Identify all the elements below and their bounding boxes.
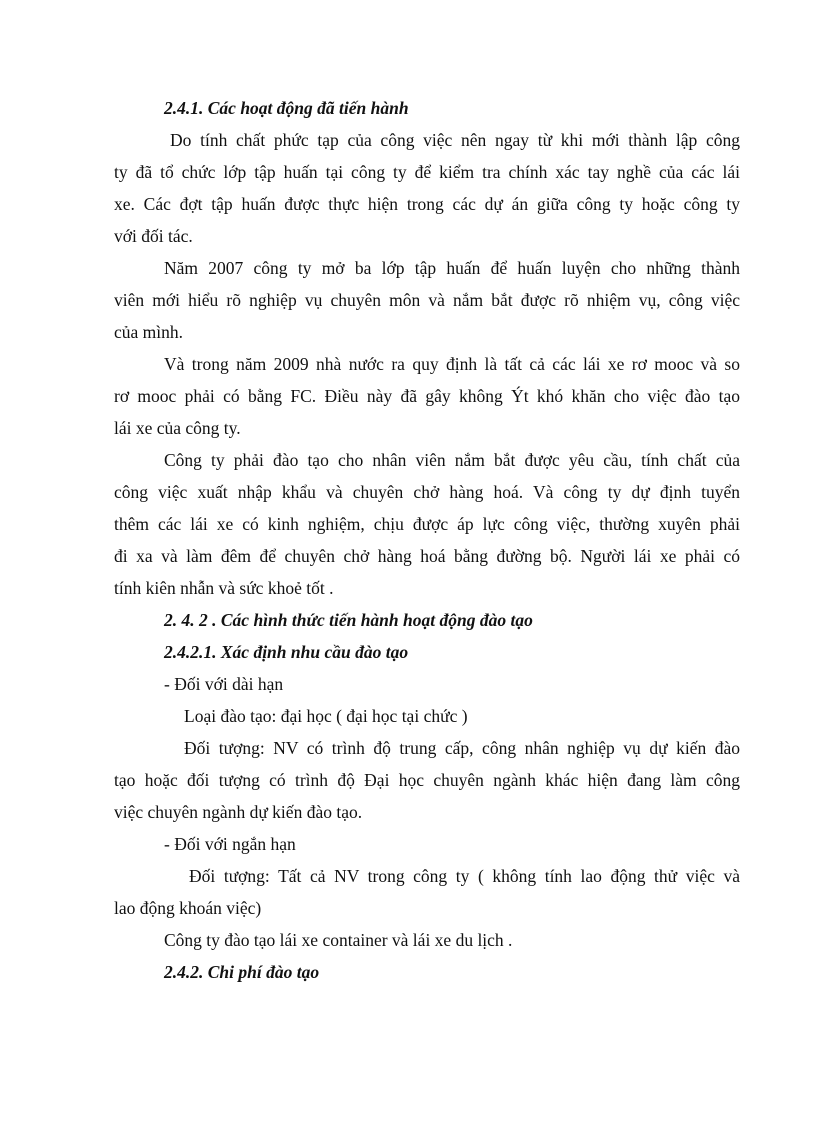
section-heading-2-4-1: 2.4.1. Các hoạt động đã tiến hành [164, 98, 409, 118]
bullet-long-term: - Đối với dài hạn [164, 674, 284, 694]
paragraph-line: ty đã tổ chức lớp tập huấn tại công ty để kiểm tra chính xác tay nghề của các lái [114, 162, 740, 182]
paragraph-line: tính kiên nhẫn và sức khoẻ tốt . [114, 578, 334, 598]
paragraph-line: Đối tượng: Tất cả NV trong công ty ( không tính lao động thử việc và [189, 866, 740, 886]
paragraph-line: Công ty đào tạo lái xe container và lái xe du lịch . [164, 930, 513, 950]
paragraph-line: Và trong năm 2009 nhà nước ra quy định là tất cả các lái xe rơ mooc và so [164, 354, 740, 374]
paragraph-line: Do tính chất phức tạp của công việc nên ngay từ khi mới thành lập công [170, 130, 740, 150]
training-type-line: Loại đào tạo: đại học ( đại học tại chức ) [184, 706, 468, 726]
paragraph-line: rơ mooc phải có bằng FC. Điều này đã gây không Ýt khó khăn cho việc đào tạo [114, 386, 740, 406]
paragraph-line: lái xe của công ty. [114, 418, 241, 438]
paragraph-line: công việc xuất nhập khẩu và chuyên chở hàng hoá. Và công ty dự định tuyển [114, 482, 740, 502]
paragraph-line: của mình. [114, 322, 184, 342]
paragraph-line: Đối tượng: NV có trình độ trung cấp, công nhân nghiệp vụ dự kiến đào [184, 738, 740, 758]
paragraph-line: đi xa và làm đêm để chuyên chở hàng hoá bằng đường bộ. Người lái xe phải có [114, 546, 740, 566]
section-heading-2-4-2: 2. 4. 2 . Các hình thức tiến hành hoạt động đào tạo [164, 610, 533, 630]
paragraph-line: tạo hoặc đối tượng có trình độ Đại học chuyên ngành khác hiện đang làm công [114, 770, 740, 790]
paragraph-line: việc chuyên ngành dự kiến đào tạo. [114, 802, 363, 822]
paragraph-line: viên mới hiểu rõ nghiệp vụ chuyên môn và nắm bắt được rõ nhiệm vụ, công việc [114, 290, 740, 310]
paragraph-line: lao động khoán việc) [114, 898, 262, 918]
paragraph-line: Năm 2007 công ty mở ba lớp tập huấn để huấn luyện cho những thành [164, 258, 740, 278]
subsection-heading-2-4-2-1: 2.4.2.1. Xác định nhu cầu đào tạo [164, 642, 409, 662]
section-heading-training-cost: 2.4.2. Chi phí đào tạo [164, 962, 320, 982]
bullet-short-term: - Đối với ngắn hạn [164, 834, 296, 854]
paragraph-line: xe. Các đợt tập huấn được thực hiện trong các dự án giữa công ty hoặc công ty [114, 194, 740, 214]
document-body [114, 92, 740, 988]
paragraph-line: Công ty phải đào tạo cho nhân viên nắm bắt được yêu cầu, tính chất của [164, 450, 740, 470]
paragraph-line: với đối tác. [114, 226, 193, 246]
paragraph-line: thêm các lái xe có kinh nghiệm, chịu được áp lực công việc, thường xuyên phải [114, 514, 740, 534]
